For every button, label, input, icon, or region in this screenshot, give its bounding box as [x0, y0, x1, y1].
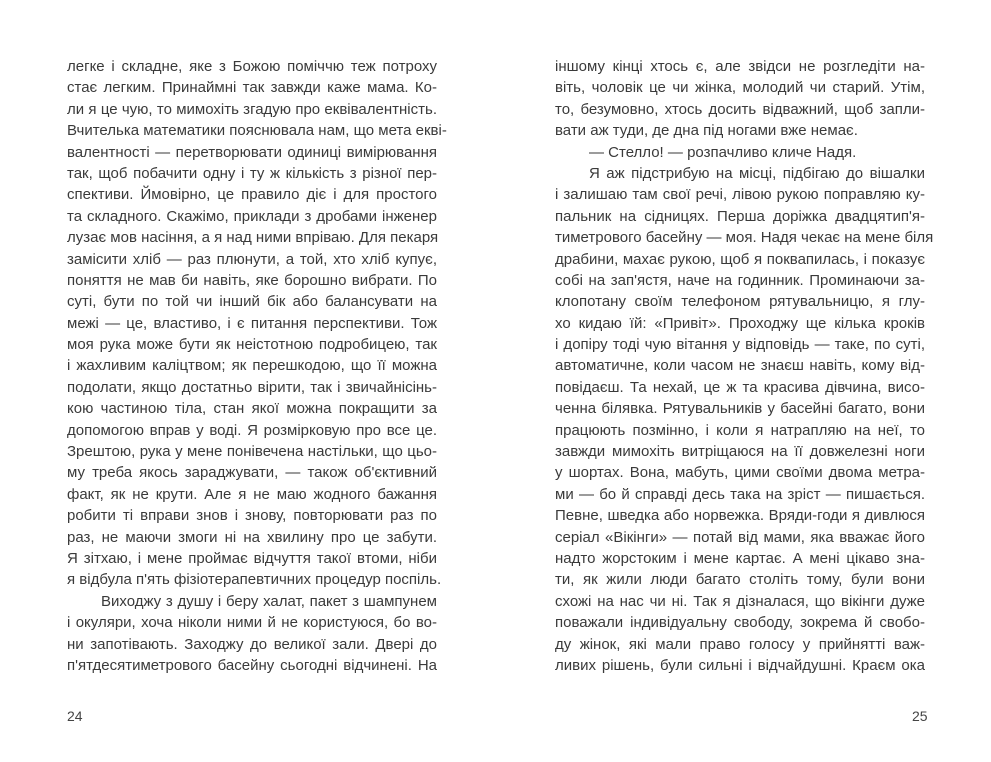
- text-line: допомогою вправ у воді. Я розмірковую про все це.: [67, 421, 437, 439]
- text-line: лузає мов насіння, а я над ними впріваю. Для пекаря: [67, 229, 439, 247]
- text-line: спективи. Ймовірно, це правило діє і для простого: [67, 186, 437, 204]
- text-line: схожі на нас чи ні. Так я дізналася, що вікінги дуже: [555, 592, 925, 610]
- text-line: і окуляри, хоча ніколи ними й не користуюся, бо во-: [67, 614, 437, 632]
- text-line: факт, як не крути. Але я не маю жодного бажання: [67, 485, 437, 503]
- text-line: вати аж туди, де дна під ногами вже немає.: [555, 122, 858, 140]
- text-line: суті, бути по той чи інший бік або балансувати на: [67, 293, 437, 311]
- text-line: Зрештою, рука у мене понівечена настільки, що цьо-: [67, 443, 437, 461]
- text-line: замісити хліб — раз плюнути, а той, хто хліб купує,: [67, 250, 437, 268]
- text-line: іншому кінці хтось є, але звідси не розгледіти на-: [555, 58, 925, 75]
- text-line: — Стелло! — розпачливо кличе Надя.: [589, 143, 857, 161]
- text-line: п'ятдесятиметрового басейну сьогодні відчинені. На: [67, 656, 437, 674]
- text-line: кою частиною тіла, стан якої можна покращити за: [67, 400, 437, 418]
- text-line: драбини, махає рукою, щоб я поквапилась, і показує: [555, 250, 925, 268]
- text-line: і допіру тоді чую вітання у відповідь — таке, по суті,: [555, 336, 925, 354]
- text-line: Я аж підстрибую на місці, підбігаю до вішалки: [589, 164, 925, 182]
- text-line: поважали індивідуальну свободу, зокрема й свобо-: [555, 614, 925, 632]
- page-number-left: 24: [67, 708, 83, 724]
- text-line: собі на зап'ястя, наче на годинник. Проминаючи за-: [555, 271, 925, 289]
- text-line: то, безумовно, хтось досить відважний, щоб запли-: [555, 100, 925, 118]
- text-line: і залишаю там свої речі, лівою рукою поправляю ку-: [555, 186, 925, 204]
- text-line: і жахливим каліцтвом; як перешкодою, що її можна: [67, 357, 437, 375]
- left-page-text: [67, 56, 447, 676]
- text-line: Виходжу з душу і беру халат, пакет з шампунем: [101, 592, 437, 610]
- text-line: ни запотівають. Заходжу до великої зали. Двері до: [67, 635, 437, 653]
- text-line: ливих рішень, були сильні і відчайдушні. Краєм ока: [555, 656, 925, 674]
- text-line: межі — це, властиво, і є питання перспективи. Тож: [67, 314, 437, 332]
- text-line: серіал «Вікінги» — потай від мами, яка вважає його: [555, 528, 925, 546]
- text-line: тиметрового басейну — моя. Надя чекає на мене біля: [555, 229, 934, 247]
- text-line: віть, чоловік це чи жінка, молодий чи старий. Утім,: [555, 79, 925, 97]
- text-line: так, щоб побачити одну і ту ж кількість з різної пер-: [67, 164, 437, 182]
- text-line: му треба якось зараджувати, — також об'єктивний: [67, 464, 437, 482]
- text-line: ду жінок, які мали право голосу у прийнятті важ-: [555, 635, 925, 653]
- right-page-text: [555, 56, 934, 676]
- text-line: моя рука може бути як неістотною подробицею, так: [67, 336, 437, 354]
- text-line: завжди мимохіть витріщаюся на її довжелезні ноги: [555, 443, 925, 461]
- text-line: Певне, шведка або норвежка. Вряди-годи я дивлюся: [555, 507, 925, 525]
- text-line: валентності — перетворювати одиниці вимірювання: [67, 143, 437, 161]
- text-line: клопотану своїм телефоном рятувальницю, я глу-: [555, 293, 925, 311]
- text-line: поняття не мав би навіть, яке борошно вибрати. По: [67, 271, 437, 289]
- text-line: працюють позмінно, і коли я натрапляю на неї, то: [555, 421, 925, 439]
- text-line: надто жорстоким і мене картає. А мені цікаво зна-: [555, 549, 925, 567]
- text-line: автоматичне, коли часом не знаєш навіть, кому від-: [555, 357, 925, 375]
- text-line: пальник на сідницях. Перша доріжка двадцятип'я-: [555, 207, 925, 225]
- text-line: раз, не маючи змоги ні на хвилину про це забути.: [67, 528, 437, 546]
- text-line: ми — бо й справді десь така на зріст — пишається.: [555, 485, 925, 503]
- text-line: Я зітхаю, і мене проймає відчуття такої втоми, ніби: [67, 549, 437, 567]
- text-line: ти, як жили люди багато століть тому, були вони: [555, 571, 925, 589]
- text-line: стає легким. Принаймні так завжди каже мама. Ко-: [67, 79, 437, 97]
- text-line: повідаєш. Та нехай, це ж та красива дівчина, висо-: [555, 378, 925, 396]
- page-number-right: 25: [912, 708, 928, 724]
- text-line: робити ті вправи знов і знову, повторювати раз по: [67, 507, 437, 525]
- text-line: та складного. Скажімо, приклади з дробами інженер: [67, 207, 437, 225]
- text-line: подолати, якщо достатньо вірити, так і звичайнісінь-: [67, 378, 437, 396]
- text-line: я відбула п'ять фізіотерапевтичних процедур поспіль.: [67, 571, 442, 589]
- text-line: ли я це чую, то мимохіть згадую про еквівалентність.: [67, 100, 437, 118]
- text-line: хо кидаю їй: «Привіт». Проходжу ще кілька кроків: [555, 314, 925, 332]
- text-line: легке і складне, яке з Божою поміччю теж потроху: [67, 58, 437, 75]
- text-line: ченна білявка. Рятувальників у басейні багато, вони: [555, 400, 925, 418]
- text-line: у шортах. Вона, мабуть, цими своїми двома метра-: [555, 464, 925, 482]
- text-line: Вчителька математики пояснювала нам, що мета екві-: [67, 122, 447, 140]
